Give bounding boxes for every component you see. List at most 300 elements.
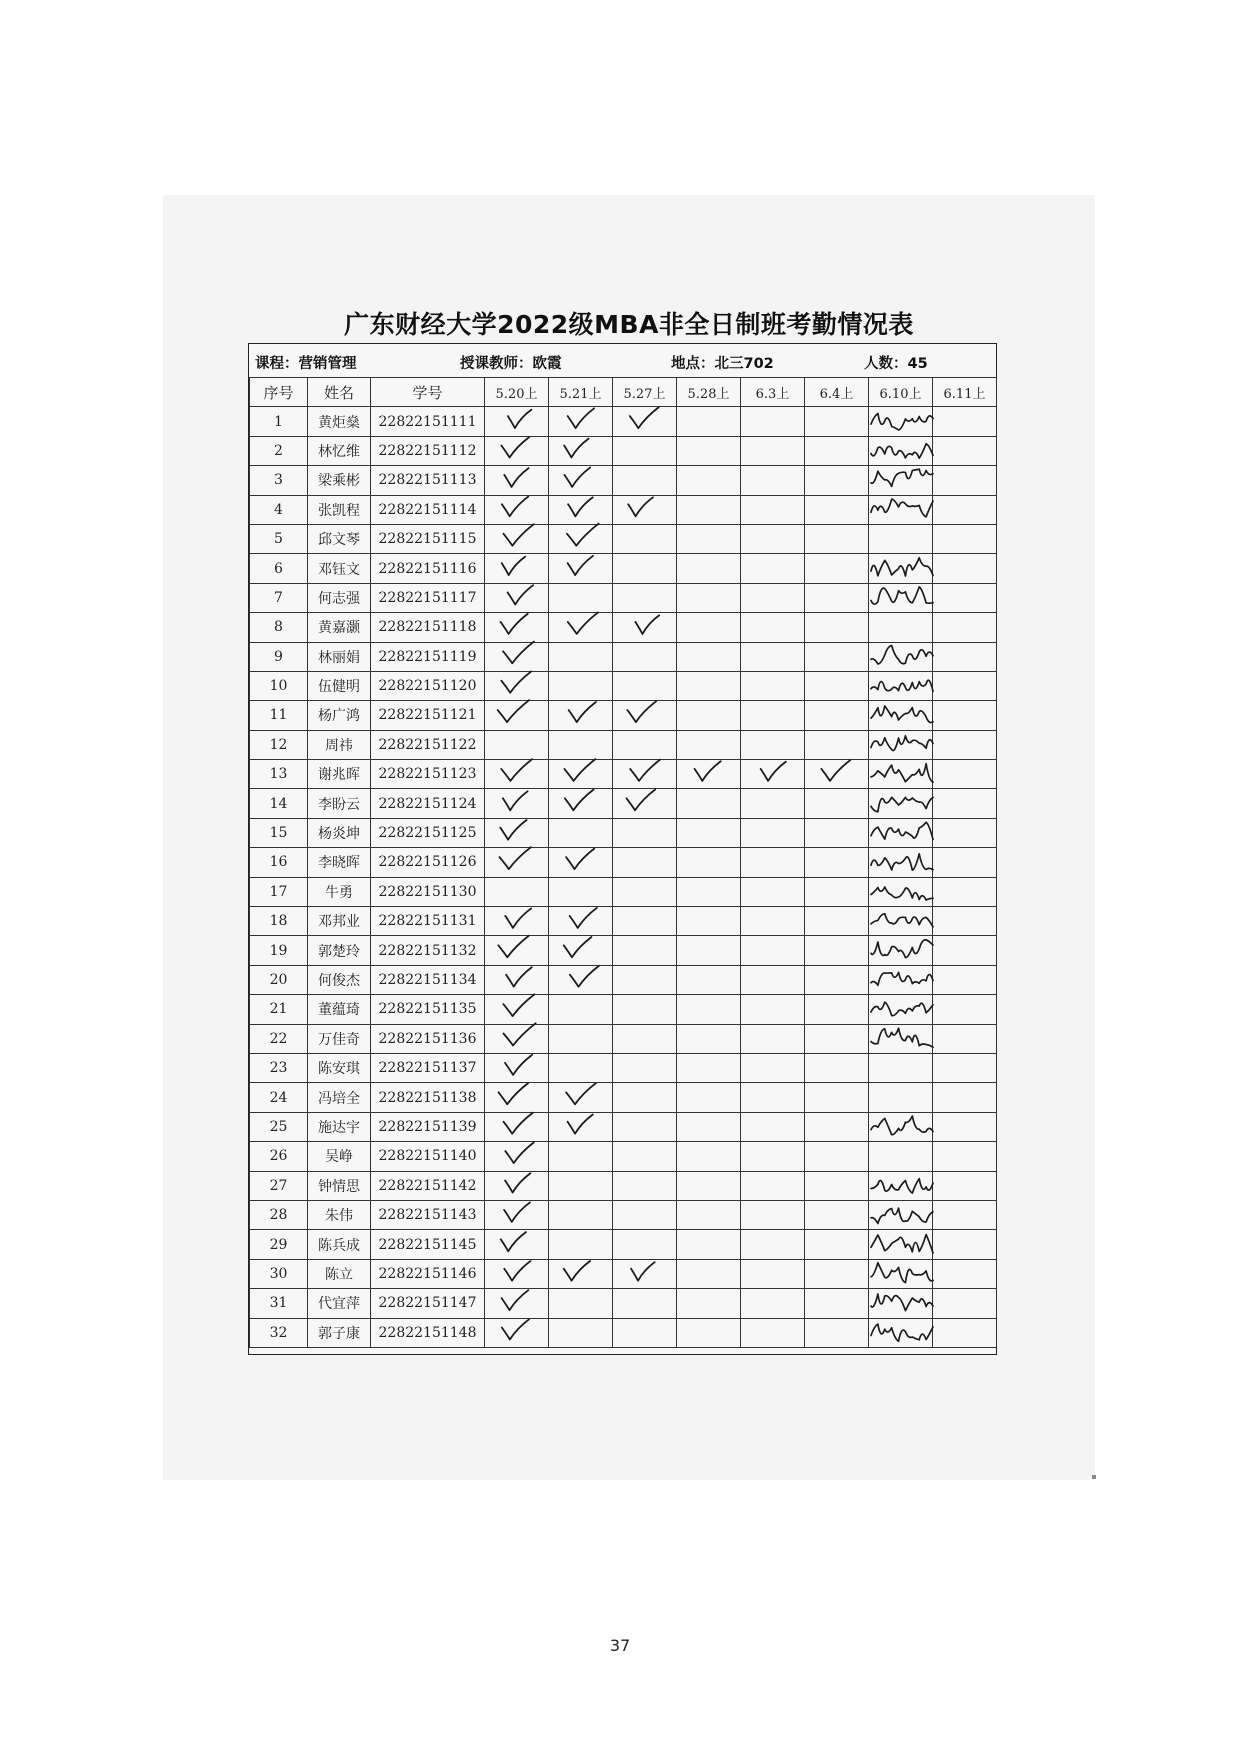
student-id: 22822151136: [371, 1024, 485, 1053]
table-row: [250, 524, 997, 553]
table-row: [250, 1259, 997, 1288]
attendance-cell: [741, 407, 805, 436]
attendance-cell: [677, 671, 741, 700]
attendance-cell: [805, 436, 869, 465]
student-name: 黄嘉灏: [308, 613, 371, 642]
attendance-cell: [549, 965, 613, 994]
table-row: [250, 789, 997, 818]
table-row: [250, 877, 997, 906]
attendance-cell: [741, 671, 805, 700]
header-date: 5.27上: [613, 378, 677, 407]
row-index: 14: [250, 789, 308, 818]
attendance-cell: [613, 1112, 677, 1141]
attendance-cell: [933, 554, 997, 583]
student-id: 22822151120: [371, 671, 485, 700]
attendance-cell: [741, 1053, 805, 1082]
student-id: 22822151132: [371, 936, 485, 965]
attendance-cell: [741, 848, 805, 877]
attendance-cell: [741, 1024, 805, 1053]
table-row: [250, 642, 997, 671]
attendance-cell: [741, 466, 805, 495]
student-id: 22822151113: [371, 466, 485, 495]
attendance-cell: [613, 1318, 677, 1347]
attendance-cell: [677, 1318, 741, 1347]
attendance-cell: [549, 936, 613, 965]
attendance-cell: [549, 907, 613, 936]
attendance-cell: [805, 1053, 869, 1082]
row-index: 5: [250, 524, 308, 553]
attendance-cell: [613, 554, 677, 583]
attendance-cell: [549, 407, 613, 436]
attendance-cell: [869, 877, 933, 906]
table-row: [250, 1053, 997, 1082]
attendance-cell: [613, 1171, 677, 1200]
attendance-cell: [869, 1289, 933, 1318]
table-row: [250, 818, 997, 847]
attendance-cell: [805, 613, 869, 642]
attendance-table-body: [250, 407, 997, 1348]
attendance-cell: [677, 466, 741, 495]
row-index: 11: [250, 701, 308, 730]
table-row: [250, 613, 997, 642]
attendance-cell: [805, 583, 869, 612]
student-id: 22822151111: [371, 407, 485, 436]
attendance-cell: [741, 1112, 805, 1141]
attendance-cell: [869, 407, 933, 436]
student-name: 李晓晖: [308, 848, 371, 877]
attendance-cell: [549, 1259, 613, 1288]
attendance-cell: [549, 466, 613, 495]
attendance-cell: [549, 1142, 613, 1171]
attendance-cell: [933, 1171, 997, 1200]
attendance-cell: [549, 1200, 613, 1229]
attendance-cell: [933, 524, 997, 553]
attendance-cell: [677, 1083, 741, 1112]
attendance-cell: [869, 1200, 933, 1229]
attendance-cell: [741, 495, 805, 524]
attendance-cell: [485, 495, 549, 524]
student-name: 黄炬燊: [308, 407, 371, 436]
attendance-cell: [741, 613, 805, 642]
page-title: 广东财经大学2022级MBA非全日制班考勤情况表: [344, 310, 914, 339]
attendance-cell: [677, 1112, 741, 1141]
header-student-id: 学号: [371, 378, 485, 407]
attendance-cell: [549, 1024, 613, 1053]
header-date: 6.3上: [741, 378, 805, 407]
attendance-cell: [613, 848, 677, 877]
attendance-cell: [677, 407, 741, 436]
attendance-cell: [805, 730, 869, 759]
attendance-cell: [485, 1053, 549, 1082]
attendance-cell: [869, 907, 933, 936]
attendance-cell: [677, 583, 741, 612]
attendance-cell: [869, 554, 933, 583]
student-name: 邱文琴: [308, 524, 371, 553]
row-index: 29: [250, 1230, 308, 1259]
attendance-cell: [933, 407, 997, 436]
attendance-cell: [485, 701, 549, 730]
attendance-cell: [933, 936, 997, 965]
attendance-cell: [805, 495, 869, 524]
attendance-cell: [805, 1259, 869, 1288]
attendance-cell: [677, 1289, 741, 1318]
attendance-cell: [549, 554, 613, 583]
attendance-cell: [933, 730, 997, 759]
attendance-cell: [485, 554, 549, 583]
attendance-cell: [805, 965, 869, 994]
attendance-cell: [933, 1289, 997, 1318]
attendance-cell: [869, 1259, 933, 1288]
attendance-cell: [677, 965, 741, 994]
attendance-cell: [485, 848, 549, 877]
attendance-cell: [613, 760, 677, 789]
row-index: 1: [250, 407, 308, 436]
scan-speck: [1092, 1475, 1096, 1479]
attendance-cell: [677, 1171, 741, 1200]
attendance-cell: [485, 1083, 549, 1112]
row-index: 8: [250, 613, 308, 642]
attendance-cell: [805, 995, 869, 1024]
attendance-cell: [613, 1142, 677, 1171]
attendance-cell: [933, 1024, 997, 1053]
student-id: 22822151118: [371, 613, 485, 642]
attendance-cell: [549, 848, 613, 877]
table-row: [250, 671, 997, 700]
attendance-cell: [741, 730, 805, 759]
student-name: 陈兵成: [308, 1230, 371, 1259]
attendance-cell: [677, 1259, 741, 1288]
attendance-cell: [485, 789, 549, 818]
attendance-cell: [549, 1171, 613, 1200]
attendance-cell: [677, 818, 741, 847]
attendance-cell: [933, 495, 997, 524]
attendance-cell: [485, 877, 549, 906]
table-row: [250, 1083, 997, 1112]
headcount-label: 人数：45: [864, 356, 928, 372]
student-id: 22822151148: [371, 1318, 485, 1347]
table-row: [250, 436, 997, 465]
table-row: [250, 554, 997, 583]
attendance-cell: [613, 671, 677, 700]
attendance-cell: [677, 1142, 741, 1171]
attendance-cell: [613, 583, 677, 612]
attendance-cell: [613, 877, 677, 906]
attendance-cell: [549, 495, 613, 524]
row-index: 25: [250, 1112, 308, 1141]
header-date: 6.4上: [805, 378, 869, 407]
student-id: 22822151122: [371, 730, 485, 759]
attendance-cell: [741, 936, 805, 965]
student-name: 牛勇: [308, 877, 371, 906]
table-row: [250, 1318, 997, 1347]
attendance-cell: [741, 965, 805, 994]
attendance-cell: [805, 466, 869, 495]
student-id: 22822151139: [371, 1112, 485, 1141]
attendance-cell: [613, 1259, 677, 1288]
row-index: 24: [250, 1083, 308, 1112]
row-index: 28: [250, 1200, 308, 1229]
attendance-cell: [805, 877, 869, 906]
attendance-cell: [933, 671, 997, 700]
attendance-cell: [741, 818, 805, 847]
student-id: 22822151138: [371, 1083, 485, 1112]
student-name: 钟情思: [308, 1171, 371, 1200]
attendance-cell: [549, 1318, 613, 1347]
attendance-cell: [549, 818, 613, 847]
student-name: 何俊杰: [308, 965, 371, 994]
table-row: [250, 701, 997, 730]
attendance-cell: [741, 701, 805, 730]
table-row: [250, 1112, 997, 1141]
attendance-cell: [613, 701, 677, 730]
attendance-cell: [677, 760, 741, 789]
table-row: [250, 1289, 997, 1318]
attendance-cell: [805, 671, 869, 700]
student-name: 张凯程: [308, 495, 371, 524]
attendance-cell: [805, 1083, 869, 1112]
attendance-cell: [549, 524, 613, 553]
attendance-cell: [741, 995, 805, 1024]
student-name: 邓邦业: [308, 907, 371, 936]
attendance-cell: [485, 1259, 549, 1288]
student-name: 朱伟: [308, 1200, 371, 1229]
student-name: 谢兆晖: [308, 760, 371, 789]
header-date: 5.28上: [677, 378, 741, 407]
row-index: 22: [250, 1024, 308, 1053]
row-index: 17: [250, 877, 308, 906]
teacher-label: 授课教师：欧霞: [460, 356, 562, 372]
attendance-cell: [677, 701, 741, 730]
student-id: 22822151117: [371, 583, 485, 612]
attendance-cell: [613, 495, 677, 524]
attendance-cell: [677, 613, 741, 642]
header-date: 6.10上: [869, 378, 933, 407]
attendance-cell: [869, 789, 933, 818]
attendance-cell: [933, 877, 997, 906]
attendance-cell: [869, 965, 933, 994]
attendance-cell: [677, 848, 741, 877]
header-date: 6.11上: [933, 378, 997, 407]
row-index: 21: [250, 995, 308, 1024]
attendance-cell: [485, 1230, 549, 1259]
attendance-cell: [741, 642, 805, 671]
attendance-cell: [933, 1053, 997, 1082]
header-name: 姓名: [308, 378, 371, 407]
attendance-cell: [869, 848, 933, 877]
attendance-cell: [613, 1289, 677, 1318]
attendance-cell: [805, 818, 869, 847]
attendance-cell: [741, 1318, 805, 1347]
attendance-cell: [741, 1259, 805, 1288]
row-index: 16: [250, 848, 308, 877]
attendance-cell: [613, 436, 677, 465]
attendance-cell: [933, 436, 997, 465]
attendance-cell: [869, 583, 933, 612]
student-id: 22822151135: [371, 995, 485, 1024]
table-row: [250, 583, 997, 612]
attendance-cell: [869, 1230, 933, 1259]
attendance-cell: [933, 789, 997, 818]
attendance-cell: [613, 524, 677, 553]
attendance-cell: [869, 1053, 933, 1082]
attendance-cell: [613, 407, 677, 436]
student-name: 冯培全: [308, 1083, 371, 1112]
student-name: 邓钰文: [308, 554, 371, 583]
attendance-cell: [805, 701, 869, 730]
attendance-cell: [549, 701, 613, 730]
attendance-cell: [869, 613, 933, 642]
attendance-cell: [613, 995, 677, 1024]
attendance-cell: [741, 1289, 805, 1318]
student-id: 22822151116: [371, 554, 485, 583]
attendance-cell: [933, 907, 997, 936]
student-id: 22822151146: [371, 1259, 485, 1288]
course-label: 课程：营销管理: [255, 356, 357, 372]
student-name: 施达宇: [308, 1112, 371, 1141]
attendance-cell: [677, 789, 741, 818]
student-name: 杨炎坤: [308, 818, 371, 847]
row-index: 3: [250, 466, 308, 495]
table-row: [250, 407, 997, 436]
attendance-cell: [805, 1171, 869, 1200]
attendance-cell: [549, 1053, 613, 1082]
attendance-cell: [741, 554, 805, 583]
attendance-cell: [485, 907, 549, 936]
attendance-cell: [933, 1112, 997, 1141]
attendance-cell: [613, 1053, 677, 1082]
attendance-cell: [549, 671, 613, 700]
student-id: 22822151112: [371, 436, 485, 465]
attendance-cell: [869, 995, 933, 1024]
attendance-cell: [741, 760, 805, 789]
table-row: [250, 1171, 997, 1200]
attendance-cell: [613, 1200, 677, 1229]
attendance-cell: [485, 1142, 549, 1171]
student-id: 22822151134: [371, 965, 485, 994]
student-name: 李盼云: [308, 789, 371, 818]
attendance-cell: [485, 1112, 549, 1141]
attendance-cell: [805, 1318, 869, 1347]
attendance-cell: [933, 613, 997, 642]
attendance-cell: [869, 671, 933, 700]
attendance-cell: [741, 1230, 805, 1259]
attendance-cell: [741, 524, 805, 553]
table-row: [250, 495, 997, 524]
attendance-cell: [677, 730, 741, 759]
attendance-cell: [741, 907, 805, 936]
student-name: 伍健明: [308, 671, 371, 700]
attendance-cell: [869, 495, 933, 524]
attendance-cell: [485, 818, 549, 847]
table-row: [250, 466, 997, 495]
student-name: 董蕴琦: [308, 995, 371, 1024]
table-row: [250, 1024, 997, 1053]
student-name: 杨广鸿: [308, 701, 371, 730]
student-id: 22822151115: [371, 524, 485, 553]
row-index: 26: [250, 1142, 308, 1171]
attendance-cell: [933, 1259, 997, 1288]
attendance-cell: [869, 1083, 933, 1112]
attendance-cell: [933, 1200, 997, 1229]
attendance-cell: [549, 613, 613, 642]
table-row: [250, 1230, 997, 1259]
attendance-cell: [741, 877, 805, 906]
attendance-cell: [677, 436, 741, 465]
attendance-cell: [869, 730, 933, 759]
attendance-cell: [933, 848, 997, 877]
attendance-cell: [933, 701, 997, 730]
attendance-cell: [549, 583, 613, 612]
attendance-cell: [485, 583, 549, 612]
student-id: 22822151114: [371, 495, 485, 524]
header-date: 5.20上: [485, 378, 549, 407]
student-id: 22822151131: [371, 907, 485, 936]
attendance-cell: [549, 877, 613, 906]
attendance-cell: [677, 495, 741, 524]
attendance-cell: [741, 789, 805, 818]
attendance-cell: [933, 818, 997, 847]
attendance-cell: [485, 671, 549, 700]
attendance-cell: [485, 965, 549, 994]
header-row: [250, 378, 997, 407]
table-row: [250, 995, 997, 1024]
scanned-photo: [163, 195, 1095, 1480]
attendance-cell: [869, 436, 933, 465]
attendance-cell: [869, 1171, 933, 1200]
row-index: 18: [250, 907, 308, 936]
student-name: 林忆维: [308, 436, 371, 465]
attendance-cell: [933, 642, 997, 671]
student-id: 22822151145: [371, 1230, 485, 1259]
attendance-cell: [677, 1230, 741, 1259]
attendance-cell: [485, 995, 549, 1024]
attendance-cell: [933, 466, 997, 495]
attendance-cell: [485, 1289, 549, 1318]
row-index: 23: [250, 1053, 308, 1082]
student-id: 22822151137: [371, 1053, 485, 1082]
attendance-cell: [869, 1112, 933, 1141]
attendance-cell: [677, 936, 741, 965]
table-row: [250, 965, 997, 994]
attendance-cell: [805, 907, 869, 936]
student-name: 代宜萍: [308, 1289, 371, 1318]
student-id: 22822151124: [371, 789, 485, 818]
attendance-cell: [549, 1083, 613, 1112]
row-index: 13: [250, 760, 308, 789]
attendance-cell: [613, 613, 677, 642]
attendance-cell: [613, 789, 677, 818]
attendance-cell: [805, 848, 869, 877]
row-index: 12: [250, 730, 308, 759]
student-name: 周祎: [308, 730, 371, 759]
attendance-cell: [613, 965, 677, 994]
student-name: 郭子康: [308, 1318, 371, 1347]
student-id: 22822151147: [371, 1289, 485, 1318]
student-id: 22822151140: [371, 1142, 485, 1171]
table-row: [250, 936, 997, 965]
attendance-cell: [805, 524, 869, 553]
attendance-cell: [677, 907, 741, 936]
attendance-cell: [741, 1200, 805, 1229]
student-id: 22822151130: [371, 877, 485, 906]
attendance-cell: [933, 1083, 997, 1112]
attendance-cell: [613, 1230, 677, 1259]
row-index: 2: [250, 436, 308, 465]
student-name: 林丽娟: [308, 642, 371, 671]
student-name: 万佳奇: [308, 1024, 371, 1053]
student-name: 郭楚玲: [308, 936, 371, 965]
row-index: 19: [250, 936, 308, 965]
